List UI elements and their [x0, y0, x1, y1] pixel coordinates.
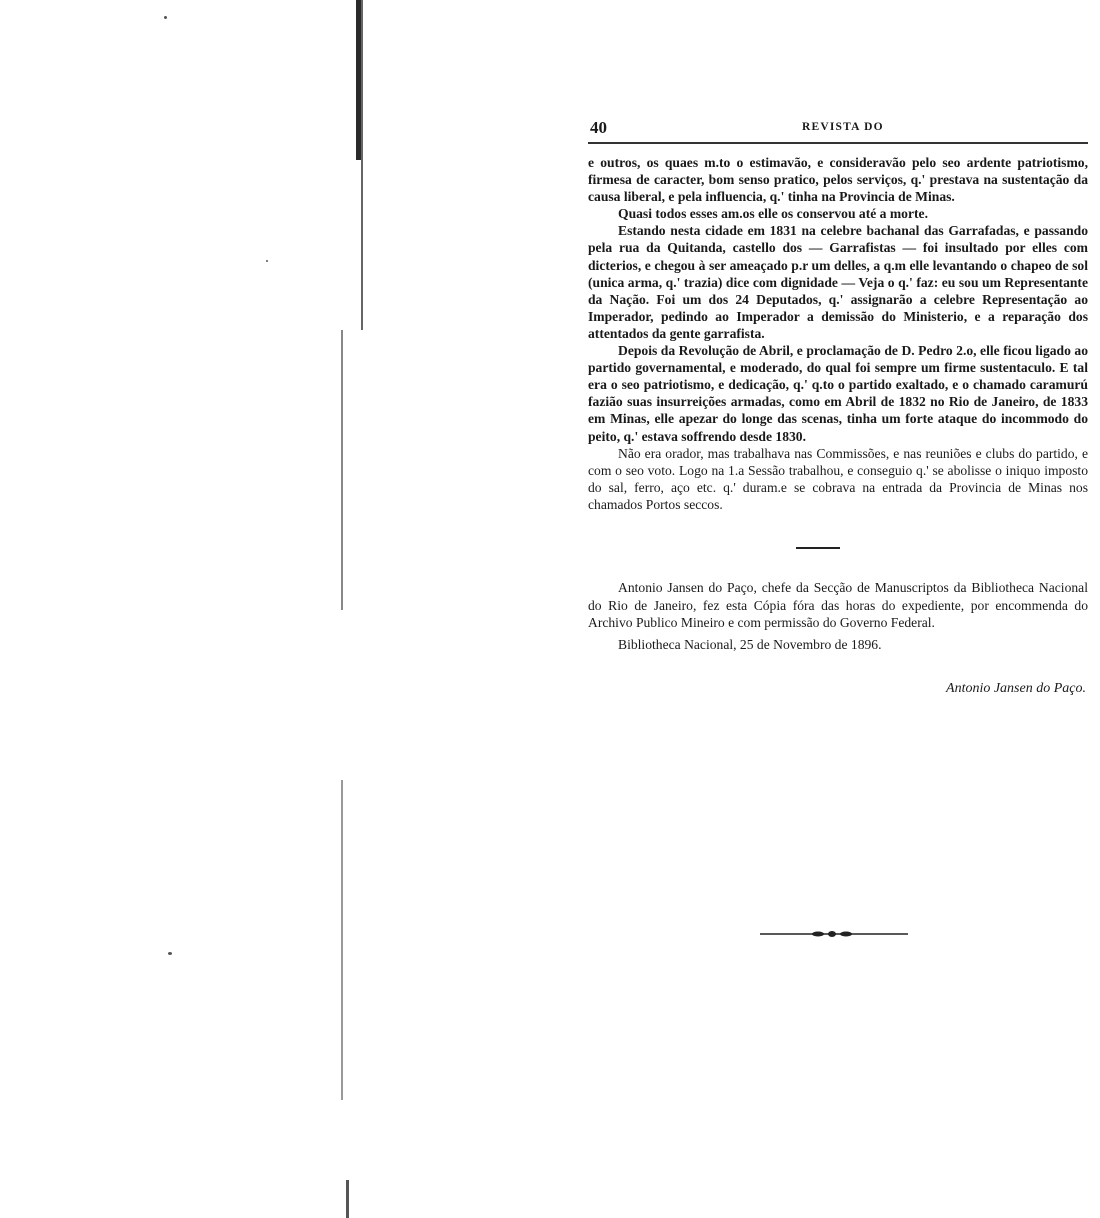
paragraph: Estando nesta cidade em 1831 na celebre bachanal das Garrafadas, e passando pela rua da Quitanda, castello dos — Garrafistas — foi insultado por elles com dicterios, e chegou à ser ameaçado p.r um delles, a q.m elle levantando o chapeo de sol (unica arma, q.' trazia) dice com dignidade — Veja o q.' faz: eu sou um Representante da Nação. Foi um dos 24 Deputados, q.' assignarão a celebre Representação ao Imperador, pedindo ao Imperador a demissão do Ministerio, e a reparação dos attentados da gente garrafista. — [588, 223, 1088, 341]
paragraph: e outros, os quaes m.to o estimavão, e consideravão pelo seo ardente patriotismo, firmesa de caracter, bom senso pratico, pelos serviços, q.' prestava na sustentação da causa liberal, e pela influencia, q.' tinha na Provincia de Minas. — [588, 155, 1088, 205]
colophon — [588, 579, 1088, 653]
paragraph: Quasi todos esses am.os elle os conservou até a morte. — [618, 206, 928, 222]
paragraph: Não era orador, mas trabalhava nas Commissões, e nas reuniões e clubs do partido, e com o seo voto. Logo na 1.a Sessão trabalhou, e conseguio q.' se abolisse o iniquo imposto do sal, ferro, aço etc. q.' duram.e se cobrava na entrada da Provincia de Minas nos chamados Portos seccos. — [588, 445, 1088, 512]
tail-ornament — [760, 930, 908, 938]
binding-gutter-bottom — [346, 1180, 349, 1218]
signature: Antonio Jansen do Paço. — [946, 681, 1086, 697]
book-page — [588, 118, 1088, 697]
binding-gutter-strip — [341, 330, 343, 610]
paragraph: Depois da Revolução de Abril, e proclamação de D. Pedro 2.o, elle ficou ligado ao partido governamental, e moderado, do qual foi sempre um firme sustentaculo. E tal era o seo patriotismo, e dedicação, q.' q.to o partido exaltado, e o chamado caramurú fazião suas insurreições armadas, como em Abril de 1832 no Rio de Janeiro, de 1833 em Minas, elle apezar do longe das scenas, tinha um forte ataque do incommodo do peito, q.' estava soffrendo desde 1830. — [588, 343, 1088, 444]
binding-gutter-mid — [361, 0, 363, 330]
body-text — [588, 154, 1088, 513]
paper-speck — [168, 952, 172, 955]
colophon-note: Antonio Jansen do Paço, chefe da Secção de Manuscriptos da Bibliotheca Nacional do Rio de Janeiro, fez esta Cópia fóra das horas do expediente, por encommenda do Archivo Publico Mineiro e com permissão do Governo Federal. — [588, 579, 1088, 631]
colophon-date: Bibliotheca Nacional, 25 de Novembro de 1896. — [618, 636, 882, 652]
page-number: 40 — [590, 118, 607, 137]
paper-speck — [266, 260, 268, 262]
paper-speck — [164, 16, 167, 19]
binding-gutter-lower — [341, 780, 343, 1100]
running-head — [588, 118, 1088, 140]
header-rule — [588, 142, 1088, 144]
section-rule — [796, 547, 840, 549]
running-title: REVISTA DO — [802, 121, 884, 133]
